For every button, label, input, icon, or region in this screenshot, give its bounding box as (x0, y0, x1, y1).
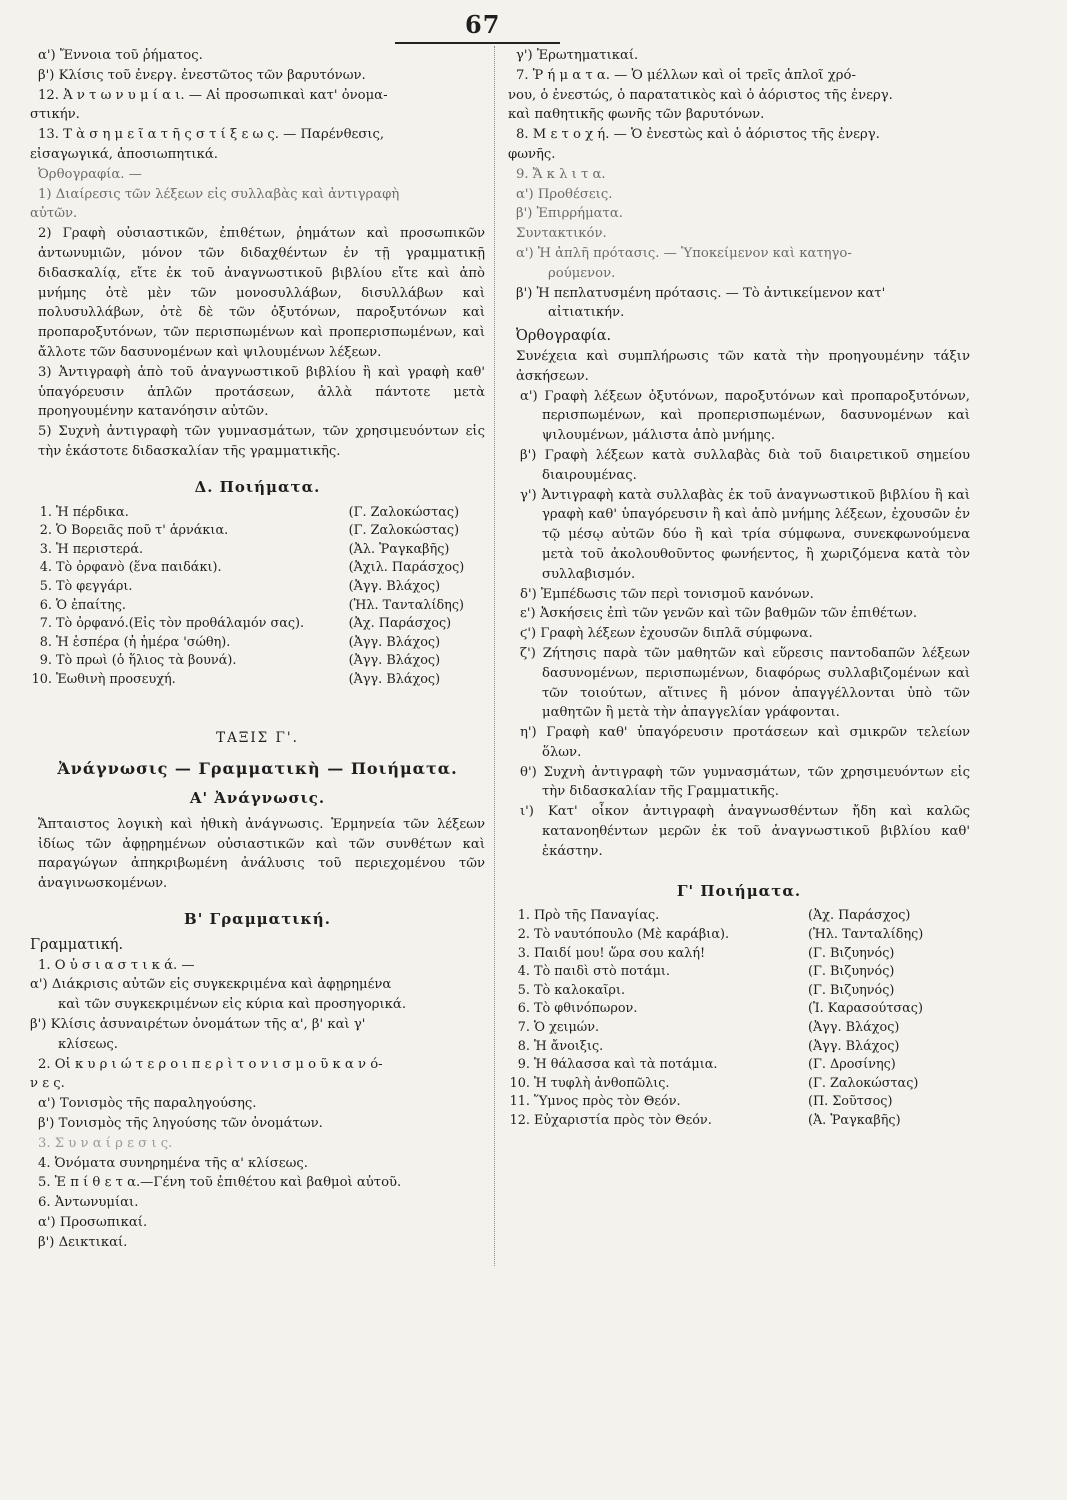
poem-author: (Γ. Βιζυηνός) (807, 964, 895, 980)
header-rule (395, 42, 560, 44)
poem-author: (Ἀγγ. Βλάχος) (348, 653, 441, 669)
class-subtitle: Ἀνάγνωσις — Γραμματικὴ — Ποιήματα. (57, 759, 458, 779)
poem-row (508, 1112, 970, 1131)
orthography-heading: Ὀρθογραφία. (516, 328, 612, 345)
text-line: 5. Ἐ π ί θ ε τ α.—Γένη τοῦ ἐπιθέτου καὶ βαθμοὶ αὐτοῦ. (38, 1175, 402, 1191)
orthography-item (508, 763, 970, 803)
orthography-item (508, 624, 970, 644)
text-line: 6. Ἀντωνυμίαι. (38, 1195, 139, 1211)
poem-row (30, 504, 485, 523)
item-text: Συχνὴ ἀντιγραφὴ τῶν γυμνασμάτων, τῶν χρησιμευόντων εἰς τὴν διδασκαλίαν τῆς Γραμματικῆς. (542, 764, 970, 800)
poem-author: (Ἀχιλ. Παράσχος) (348, 560, 465, 576)
subsection-heading: Γραμματική. (30, 936, 124, 953)
text-line: α') Ἡ ἁπλῆ πρότασις. — Ὑποκείμενον καὶ κατηγο- (516, 245, 852, 261)
grammar-heading: Β' Γραμματική. (184, 910, 331, 929)
text-line: 7. Ῥ ή μ α τ α. — Ὁ μέλλων καὶ οἱ τρεῖς ἁπλοῖ χρό- (516, 67, 856, 83)
poem-number: 10. (509, 1075, 530, 1091)
orthography-item (508, 486, 970, 585)
poem-author: (Ἀγγ. Βλάχος) (807, 1038, 900, 1054)
paragraph: 3) Ἀντιγραφὴ ἀπὸ τοῦ ἀναγνωστικοῦ βιβλίου ἢ καὶ γραφὴ καθ' ὑπαγόρευσιν ἁπλῶν προτάσεων, ἀλλὰ πάντοτε μετὰ προηγουμένην κατανόησιν αὐτῶν. (38, 364, 485, 420)
item-label: η') (520, 725, 537, 741)
poem-row (508, 907, 970, 926)
item-label: θ') (520, 764, 537, 780)
poem-row (508, 1056, 970, 1075)
poem-author: (Ἠλ. Τανταλίδης) (348, 597, 465, 613)
poem-number: 1. (517, 908, 530, 924)
text-line: β') Δεικτικαί. (38, 1234, 128, 1250)
poem-title: Ἑωθινὴ προσευχή. (56, 671, 176, 687)
paragraph: Συνέχεια καὶ συμπλήρωσις τῶν κατὰ τὴν προηγουμένην τάξιν ἀσκήσεων. (516, 348, 970, 384)
column-divider (494, 46, 495, 1266)
orthography-item (508, 585, 970, 605)
poem-title: Ὁ Βορειᾶς ποῦ τ' ἀρνάκια. (56, 523, 229, 539)
poem-row (30, 634, 485, 653)
text-line: β') Κλίσις ἀσυναιρέτων ὀνομάτων τῆς α', β' καὶ γ' (30, 1017, 366, 1033)
text-line: αἰτιατικήν. (548, 305, 625, 321)
text-line: α') Προθέσεις. (516, 186, 613, 202)
poem-row (508, 1093, 970, 1112)
section-heading: Δ. Ποιήματα. (194, 477, 321, 496)
text-line: καὶ τῶν συγκεκριμένων εἰς κύρια καὶ προσηγορικά. (58, 997, 407, 1013)
item-text: Κατ' οἶκον ἀντιγραφὴ ἀναγνωσθέντων ἤδη καὶ καλῶς κατανοηθέντων μερῶν ἐκ τοῦ ἀναγνωστικοῦ βιβλίου καθ' ἑκάστην. (542, 804, 970, 859)
poem-author: (Ἀ. Ῥαγκαβῆς) (807, 1113, 901, 1128)
text-line: 9. Ἄ κ λ ι τ α. (516, 166, 606, 182)
text-line: φωνῆς. (508, 146, 556, 162)
poem-number: 10. (31, 671, 52, 687)
poem-author: (Γ. Βιζυηνός) (807, 982, 895, 998)
orthography-item (508, 604, 970, 624)
poem-title: Ὁ χειμών. (534, 1020, 600, 1036)
poem-row (30, 578, 485, 597)
left-column (30, 46, 485, 1253)
text-line: β') Τονισμὸς τῆς ληγούσης τῶν ὀνομάτων. (38, 1116, 323, 1132)
poem-number: 7. (39, 616, 52, 632)
class-title: ΤΑΞΙΣ Γ'. (216, 730, 299, 747)
page-number: 67 (465, 10, 501, 39)
text-line: 12. Ἀ ν τ ω ν υ μ ί α ι. — Αἱ προσωπικαὶ κατ' ὀνομα- (38, 87, 388, 103)
text-line: β') Κλίσις τοῦ ἐνεργ. ἐνεστῶτος τῶν βαρυτόνων. (38, 67, 366, 83)
text-line: α') Ἔννοια τοῦ ῥήματος. (38, 48, 203, 63)
poem-number: 9. (39, 653, 52, 669)
subsection-heading: Ὀρθογραφία. — (38, 166, 142, 182)
orthography-item (508, 644, 970, 723)
poem-author: (Γ. Ζαλοκώστας) (348, 523, 460, 539)
poem-author: (Γ. Ζαλοκώστας) (807, 1075, 919, 1091)
text-line: 8. Μ ε τ ο χ ή. — Ὁ ἐνεστὼς καὶ ὁ ἀόριστος τῆς ἐνεργ. (516, 127, 880, 143)
orthography-list (508, 387, 970, 862)
poem-row (508, 1038, 970, 1057)
poem-row (508, 945, 970, 964)
item-text: Ἀντιγραφὴ κατὰ συλλαβὰς ἐκ τοῦ ἀναγνωστικοῦ βιβλίου ἢ καὶ γραφὴ καθ' ὑπαγόρευσιν ἢ καὶ ἀπὸ μνήμης λέξεων, ἐχουσῶν ἐν τῷ μέσῳ αὐτῶν δύο ἢ καὶ τρία σύμφωνα, συνεκφωνούμενα μετὰ τοῦ ἀκολουθοῦντος φωνήεντος, ἢ χωριζόμενα κατὰ τὸν συλλαβισμόν. (541, 487, 970, 582)
section-heading: Γ' Ποιήματα. (676, 881, 802, 900)
orthography-item (508, 387, 970, 446)
poem-number: 3. (39, 541, 52, 557)
paragraph: 2) Γραφὴ οὐσιαστικῶν, ἐπιθέτων, ῥημάτων καὶ προσωπικῶν ἀντωνυμιῶν, μόνον τῶν διδαχθέντων ἐν τῇ γραμματικῇ διδασκαλίᾳ, εἴτε ἐκ τοῦ ἀναγνωστικοῦ βιβλίου εἴτε καὶ ἀπὸ μνήμης ὁτὲ μὲν τῶν μονοσυλλάβων, δισυλλάβων καὶ πολυσυλλάβων, ὁτὲ δὲ τῶν ὀξυτόνων, παροξυτόνων καὶ προπαροξυτόνων, τῶν περισπωμένων καὶ προπερισπωμένων, καὶ ἄλλοτε τῶν δασυνομένων καὶ ψιλουμένων λέξεων. (38, 226, 485, 360)
poem-title: Τὸ φεγγάρι. (56, 578, 133, 594)
poem-row (30, 541, 485, 560)
poems-table (30, 504, 485, 690)
item-label: β') (520, 447, 537, 463)
poem-title: Ἡ θάλασσα καὶ τὰ ποτάμια. (534, 1057, 718, 1073)
item-text: Ἀσκήσεις ἐπὶ τῶν γενῶν καὶ τῶν βαθμῶν τῶν ἐπιθέτων. (539, 606, 918, 622)
poem-author: (Ἀλ. Ῥαγκαβῆς) (348, 541, 450, 557)
poem-row (30, 671, 485, 690)
orthography-item (508, 723, 970, 763)
poem-number: 12. (509, 1113, 530, 1128)
poem-title: Τὸ καλοκαῖρι. (534, 982, 626, 998)
poem-number: 8. (517, 1038, 530, 1054)
poem-number: 4. (517, 964, 530, 980)
text-line: κλίσεως. (58, 1036, 118, 1052)
poem-author: (Ἰ. Καρασούτσας) (807, 1001, 923, 1017)
poem-number: 8. (39, 634, 52, 650)
poem-number: 9. (517, 1057, 530, 1073)
item-label: ϛ') (520, 626, 537, 642)
poem-number: 4. (39, 560, 52, 576)
poem-title: Τὸ πρωὶ (ὁ ἥλιος τὰ βουνά). (56, 653, 237, 669)
text-line: 4. Ὀνόματα συνηρημένα τῆς α' κλίσεως. (38, 1155, 308, 1171)
poem-author: (Ἀχ. Παράσχος) (807, 908, 911, 924)
item-label: δ') (520, 586, 537, 602)
reading-heading: Α' Ἀνάγνωσις. (189, 789, 326, 808)
text-line: αὐτῶν. (30, 206, 78, 222)
right-column (508, 46, 970, 1131)
paragraph: 5) Συχνὴ ἀντιγραφὴ τῶν γυμνασμάτων, τῶν χρησιμευόντων εἰς τὴν ἑκάστοτε διδασκαλίαν τῆς γραμματικῆς. (38, 424, 485, 459)
item-label: ζ') (520, 645, 536, 661)
text-line: 1. Ο ὐ σ ι α σ τ ι κ ά. — (38, 957, 195, 973)
poem-number: 7. (517, 1020, 530, 1036)
subsection-heading: Συντακτικόν. (516, 226, 607, 242)
item-text: Γραφὴ λέξεων ὀξυτόνων, παροξυτόνων καὶ προπαροξυτόνων, περισπωμένων, καὶ προπερισπωμένων, δασυνομένων καὶ ψιλουμένων, μάλιστα ἀπὸ μνήμης. (542, 388, 970, 444)
text-line: 1) Διαίρεσις τῶν λέξεων εἰς συλλαβὰς καὶ ἀντιγραφὴ (38, 186, 400, 202)
poem-row (508, 1019, 970, 1038)
poem-title: Παιδί μου! ὥρα σου καλή! (534, 945, 706, 961)
poem-title: Ἡ ἑσπέρα (ἡ ἡμέρα 'σώθη). (56, 634, 231, 650)
orthography-item (508, 802, 970, 861)
poem-title: Ὁ ἐπαίτης. (56, 597, 126, 613)
orthography-item (508, 446, 970, 486)
poem-title: Τὸ παιδὶ στὸ ποτάμι. (534, 964, 670, 980)
poem-row (508, 1000, 970, 1019)
text-line: 2. Οἱ κ υ ρ ι ώ τ ε ρ ο ι π ε ρ ὶ τ ο ν ι σ μ ο ῦ κ α ν ό- (38, 1056, 383, 1072)
poem-title: Εὐχαριστία πρὸς τὸν Θεόν. (534, 1113, 712, 1128)
poem-author: (Ἀγγ. Βλάχος) (348, 634, 441, 650)
poem-author: (Ἀγγ. Βλάχος) (807, 1020, 900, 1036)
poem-author: (Ἀχ. Παράσχος) (348, 616, 452, 632)
poem-number: 5. (517, 982, 530, 998)
poem-author: (Γ. Ζαλοκώστας) (348, 504, 460, 520)
poem-row (30, 522, 485, 541)
poem-title: Ἡ τυφλὴ ἀνθοπῶλις. (534, 1075, 670, 1091)
poem-number: 6. (517, 1001, 530, 1017)
poem-author: (Ἀγγ. Βλάχος) (348, 578, 441, 594)
item-label: ε') (520, 606, 536, 622)
text-line: 13. Τ ὰ σ η μ ε ῖ α τ ῆ ς σ τ ί ξ ε ω ς. — Παρένθεσις, (38, 127, 385, 143)
text-line: γ') Ἐρωτηματικαί. (516, 48, 639, 63)
poem-author: (Π. Σοῦτσος) (807, 1094, 893, 1110)
poem-row (508, 1075, 970, 1094)
poem-number: 11. (509, 1094, 530, 1110)
poem-row (508, 982, 970, 1001)
poem-title: Ὕμνος πρὸς τὸν Θεόν. (534, 1094, 681, 1110)
poem-row (508, 963, 970, 982)
poem-number: 3. (517, 945, 530, 961)
poem-title: Τὸ ὀρφανό.(Εἰς τὸν προθάλαμόν σας). (56, 616, 305, 632)
poem-title: Ἡ πέρδικα. (56, 504, 129, 520)
item-label: ι') (520, 804, 534, 820)
poems-table (508, 907, 970, 1130)
poem-title: Πρὸ τῆς Παναγίας. (534, 908, 660, 924)
text-line: β') Ἡ πεπλατυσμένη πρότασις. — Τὸ ἀντικείμενον κατ' (516, 285, 886, 301)
poem-row (30, 615, 485, 634)
item-text: Γραφὴ καθ' ὑπαγόρευσιν προτάσεων καὶ σμικρῶν τελείων ὅλων. (542, 725, 970, 760)
poem-row (30, 597, 485, 616)
item-text: Γραφὴ λέξεων ἐχουσῶν διπλᾶ σύμφωνα. (540, 626, 813, 642)
poem-title: Ἡ περιστερά. (56, 541, 144, 557)
text-line: α') Διάκρισις αὐτῶν εἰς συγκεκριμένα καὶ ἀφῃρημένα (30, 977, 392, 993)
item-text: Ζήτησις παρὰ τῶν μαθητῶν καὶ εὕρεσις παντοδαπῶν λέξεων δασυνομένων, περισπωμένων, διαφόρως συλλαβιζομένων καὶ τῶν τοιούτων, αἵτινες ἢ μόνον ἀπαγγέλλονται ὑπὸ τῶν μαθητῶν ἢ μετὰ τὴν ἀπαγγελίαν γράφονται. (542, 645, 970, 721)
poem-author: (Γ. Βιζυηνός) (807, 945, 895, 961)
text-line: 3. Σ υ ν α ί ρ ε σ ι ς. (38, 1135, 173, 1151)
poem-title: Ἡ ἄνοιξις. (534, 1038, 604, 1054)
text-line: β') Ἐπιρρήματα. (516, 206, 623, 222)
poem-number: 5. (39, 578, 52, 594)
text-line: ν ε ς. (30, 1076, 65, 1092)
text-line: καὶ παθητικῆς φωνῆς τῶν βαρυτόνων. (508, 107, 765, 123)
paragraph: Ἄπταιστος λογικὴ καὶ ἠθικὴ ἀνάγνωσις. Ἑρμηνεία τῶν λέξεων ἰδίως τῶν ἀφῃρημένων οὐσιαστικῶν καὶ τῶν συνθέτων καὶ παραγώγων ἀπηκριβωμένη ἀνάλυσις τοῦ περιεχομένου τῶν ἀναγινωσκομένων. (38, 816, 485, 892)
poem-number: 1. (39, 504, 52, 520)
poem-number: 6. (39, 597, 52, 613)
text-line: στικήν. (30, 107, 80, 123)
item-label: γ') (520, 487, 537, 503)
poem-row (30, 559, 485, 578)
text-line: α') Προσωπικαί. (38, 1215, 148, 1230)
poem-title: Τὸ φθινόπωρον. (534, 1001, 638, 1017)
text-line: εἰσαγωγικά, ἀποσιωπητικά. (30, 146, 218, 162)
poem-author: (Γ. Δροσίνης) (807, 1057, 896, 1073)
item-label: α') (520, 388, 538, 404)
text-line: ρούμενον. (548, 265, 616, 281)
poem-number: 2. (39, 523, 52, 539)
poem-number: 2. (517, 927, 530, 943)
item-text: Ἐμπέδωσις τῶν περὶ τονισμοῦ κανόνων. (540, 586, 814, 602)
text-line: α') Τονισμὸς τῆς παραληγούσης. (38, 1096, 257, 1112)
item-text: Γραφὴ λέξεων κατὰ συλλαβὰς διὰ τοῦ διαιρετικοῦ σημείου διαιρουμένας. (542, 447, 970, 483)
poem-row (30, 652, 485, 671)
poem-author: (Ἀγγ. Βλάχος) (348, 671, 441, 687)
poem-row (508, 926, 970, 945)
text-line: νου, ὁ ἐνεστώς, ὁ παρατατικὸς καὶ ὁ ἀόριστος τῆς ἐνεργ. (508, 87, 893, 103)
poem-title: Τὸ ὀρφανὸ (ἕνα παιδάκι). (56, 560, 222, 576)
poem-author: (Ἠλ. Τανταλίδης) (807, 927, 924, 943)
poem-title: Τὸ ναυτόπουλο (Μὲ καράβια). (534, 927, 730, 943)
